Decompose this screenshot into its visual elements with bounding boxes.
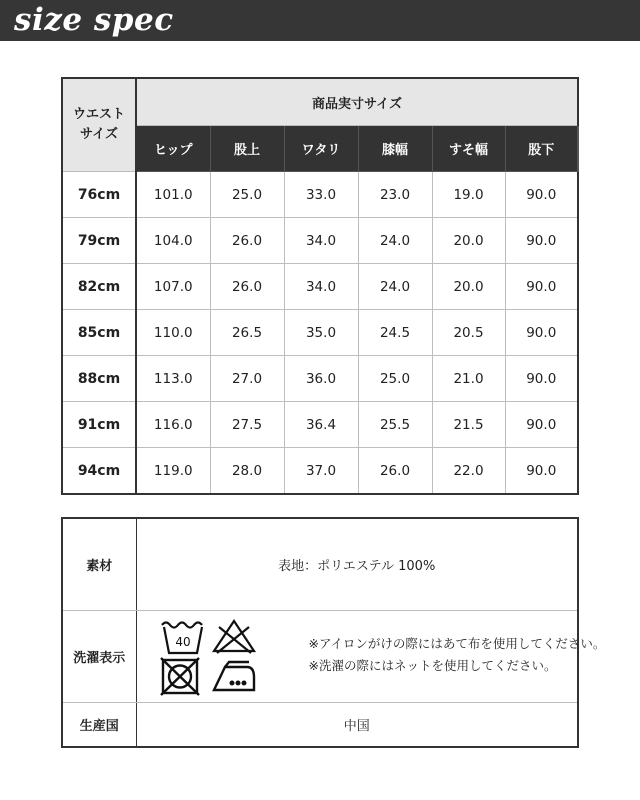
care-label: 洗濯表示 bbox=[62, 610, 136, 702]
measurement-cell: 20.0 bbox=[432, 218, 505, 264]
measurement-cell: 24.5 bbox=[358, 310, 432, 356]
measurement-cell: 116.0 bbox=[136, 402, 210, 448]
waist-size-cell: 88cm bbox=[62, 356, 136, 402]
waist-size-header-line1: ウエスト bbox=[72, 107, 125, 122]
no-tumble-dry-icon bbox=[161, 658, 199, 695]
care-notes bbox=[309, 633, 606, 677]
measurement-cell: 27.5 bbox=[210, 402, 284, 448]
care-note-net: ※洗濯の際にはネットを使用してください。 bbox=[308, 657, 557, 673]
measurement-cell: 35.0 bbox=[284, 310, 358, 356]
measurement-cell: 19.0 bbox=[432, 172, 505, 218]
measurement-cell: 24.0 bbox=[358, 218, 432, 264]
measurement-cell: 26.0 bbox=[210, 218, 284, 264]
table-row bbox=[62, 264, 578, 310]
measurement-cell: 21.0 bbox=[432, 356, 505, 402]
table-row bbox=[62, 402, 578, 448]
care-cell bbox=[136, 610, 606, 702]
table-row bbox=[62, 218, 578, 264]
waist-size-cell: 82cm bbox=[62, 264, 136, 310]
measurement-cell: 90.0 bbox=[505, 402, 578, 448]
measurement-cell: 113.0 bbox=[136, 356, 210, 402]
measurement-cell: 90.0 bbox=[505, 356, 578, 402]
waist-size-cell: 85cm bbox=[62, 310, 136, 356]
measurement-cell: 21.5 bbox=[432, 402, 505, 448]
measurement-cell: 90.0 bbox=[505, 264, 578, 310]
origin-label: 生産国 bbox=[62, 702, 136, 747]
size-spec-table bbox=[61, 77, 579, 495]
measurement-cell: 36.4 bbox=[284, 402, 358, 448]
care-note-iron: ※アイロンがけの際にはあて布を使用してください。 bbox=[308, 635, 606, 651]
table-row bbox=[62, 356, 578, 402]
waist-size-header-line2: サイズ bbox=[80, 127, 118, 142]
measurement-cell: 23.0 bbox=[358, 172, 432, 218]
header-bar bbox=[0, 0, 640, 41]
measurement-cell: 110.0 bbox=[136, 310, 210, 356]
waist-size-cell: 94cm bbox=[62, 448, 136, 495]
no-bleach-icon bbox=[214, 621, 254, 653]
waist-size-header bbox=[62, 78, 136, 172]
column-header-rise: 股上 bbox=[210, 126, 284, 172]
waist-size-cell: 91cm bbox=[62, 402, 136, 448]
measurement-cell: 20.5 bbox=[432, 310, 505, 356]
measurement-cell: 24.0 bbox=[358, 264, 432, 310]
wash-40-icon bbox=[162, 622, 202, 653]
measurement-cell: 28.0 bbox=[210, 448, 284, 495]
column-header-thigh: ワタリ bbox=[284, 126, 358, 172]
material-label: 素材 bbox=[62, 518, 136, 610]
measurement-cell: 25.5 bbox=[358, 402, 432, 448]
table-row bbox=[62, 172, 578, 218]
measurement-cell: 26.5 bbox=[210, 310, 284, 356]
actual-size-group-header: 商品実寸サイズ bbox=[136, 78, 578, 126]
measurement-cell: 34.0 bbox=[284, 218, 358, 264]
origin-value: 中国 bbox=[136, 702, 578, 747]
measurement-cell: 26.0 bbox=[210, 264, 284, 310]
measurement-cell: 20.0 bbox=[432, 264, 505, 310]
waist-size-cell: 76cm bbox=[62, 172, 136, 218]
table-row bbox=[62, 310, 578, 356]
measurement-cell: 33.0 bbox=[284, 172, 358, 218]
measurement-cell: 34.0 bbox=[284, 264, 358, 310]
measurement-cell: 107.0 bbox=[136, 264, 210, 310]
column-header-hip: ヒップ bbox=[136, 126, 210, 172]
low-iron-icon bbox=[214, 662, 254, 690]
measurement-cell: 90.0 bbox=[505, 310, 578, 356]
column-header-hem: すそ幅 bbox=[432, 126, 505, 172]
measurement-cell: 36.0 bbox=[284, 356, 358, 402]
measurement-cell: 119.0 bbox=[136, 448, 210, 495]
measurement-cell: 27.0 bbox=[210, 356, 284, 402]
waist-size-cell: 79cm bbox=[62, 218, 136, 264]
measurement-cell: 37.0 bbox=[284, 448, 358, 495]
care-row bbox=[62, 610, 578, 702]
measurement-cell: 90.0 bbox=[505, 218, 578, 264]
material-value: 表地：ポリエステル 100% bbox=[136, 518, 578, 610]
measurement-cell: 104.0 bbox=[136, 218, 210, 264]
measurement-cell: 22.0 bbox=[432, 448, 505, 495]
product-info-table bbox=[61, 517, 606, 748]
wash-temp-label: 40 bbox=[174, 634, 191, 649]
material-row bbox=[62, 518, 578, 610]
measurement-cell: 25.0 bbox=[210, 172, 284, 218]
page-title: size spec bbox=[14, 2, 174, 38]
origin-row bbox=[62, 702, 578, 747]
measurement-cell: 101.0 bbox=[136, 172, 210, 218]
measurement-cell: 25.0 bbox=[358, 356, 432, 402]
measurement-cell: 90.0 bbox=[505, 448, 578, 495]
measurement-cell: 26.0 bbox=[358, 448, 432, 495]
measurement-cell: 90.0 bbox=[505, 172, 578, 218]
column-header-knee: 膝幅 bbox=[358, 126, 432, 172]
column-header-inseam: 股下 bbox=[505, 126, 578, 172]
care-symbols bbox=[159, 617, 259, 697]
table-row bbox=[62, 448, 578, 495]
